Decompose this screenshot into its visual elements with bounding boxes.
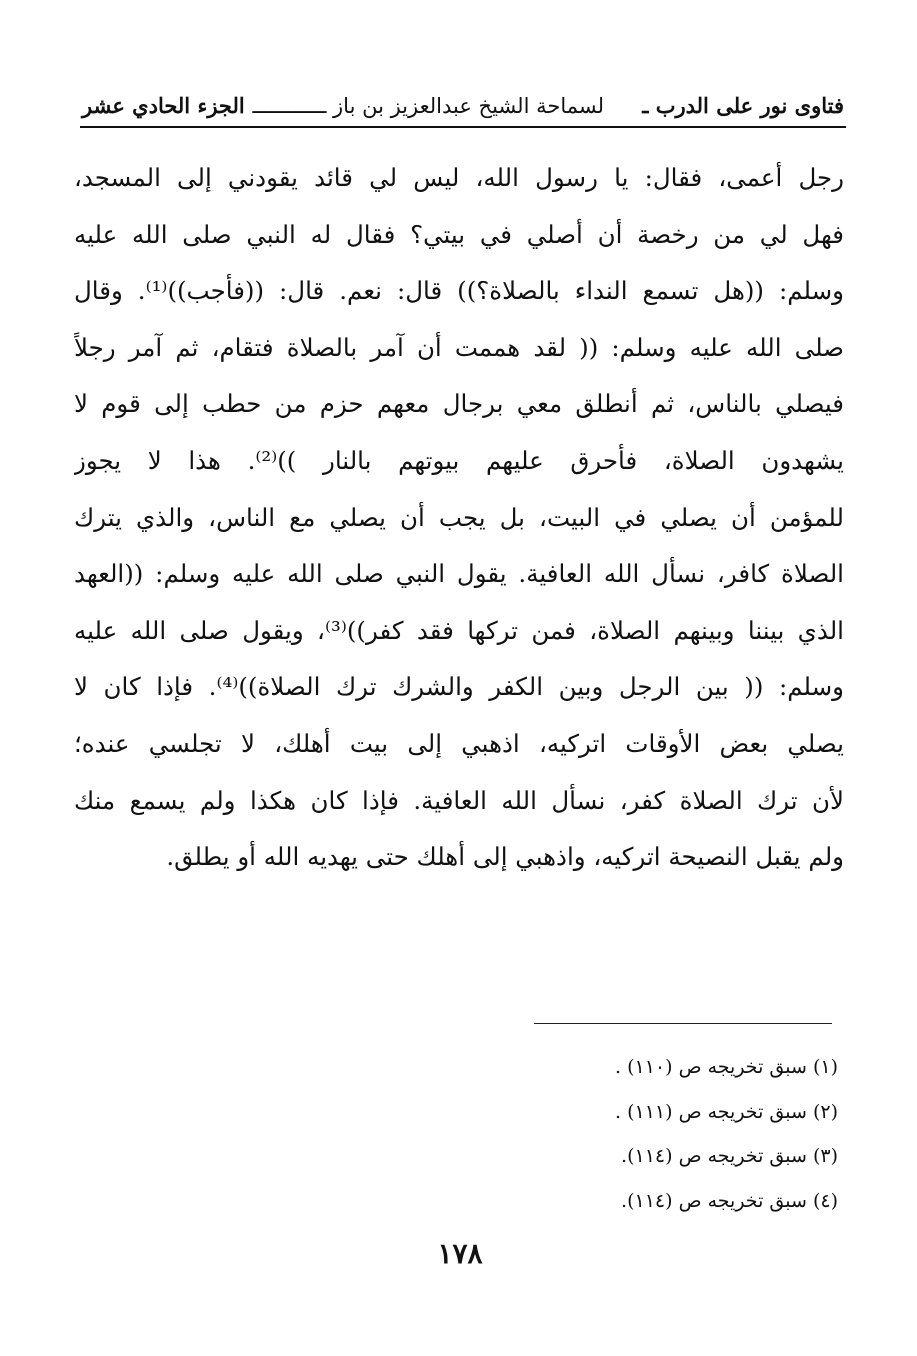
body-line: يشهدون الصلاة، فأحرق عليهم بيوتهم بالنار ))⁽²⁾. هذا لا يجوز (74, 445, 844, 475)
volume-part: الجزء الحادي عشر (82, 93, 245, 118)
footnote-item: (٢) سبق تخريجه ص (١١١) . (615, 1100, 838, 1123)
body-line: الصلاة كافر، نسأل الله العافية. يقول النبي صلى الله عليه وسلم: ((العهد (74, 559, 844, 589)
footnote-item: (١) سبق تخريجه ص (١١٠) . (615, 1056, 838, 1078)
footnote-item: (٣) سبق تخريجه ص (١١٤). (621, 1145, 838, 1167)
footnote-divider (534, 1023, 832, 1024)
body-line: فهل لي من رخصة أن أصلي في بيتي؟ فقال له النبي صلى الله عليه (74, 219, 844, 249)
body-line: يصلي بعض الأوقات اتركيه، اذهبي إلى بيت أهلك، لا تجلسي عنده؛ (74, 728, 844, 758)
footnotes (500, 1045, 838, 1223)
body-line: الذي بيننا وبينهم الصلاة، فمن تركها فقد كفر))⁽³⁾، ويقول صلى الله عليه (74, 615, 844, 645)
header-divider (80, 126, 846, 128)
book-title: فتاوى نور على الدرب ـ (642, 93, 844, 118)
body-line: ولم يقبل النصيحة اتركيه، واذهبي إلى أهلك حتى يهديه الله أو يطلق. (166, 842, 844, 872)
body-text (74, 150, 844, 886)
body-line: وسلم: (( بين الرجل وبين الكفر والشرك ترك الصلاة))⁽⁴⁾. فإذا كان لا (74, 672, 844, 702)
footnote-item: (٤) سبق تخريجه ص (١١٤). (621, 1189, 838, 1212)
running-header (82, 90, 844, 122)
body-line: للمؤمن أن يصلي في البيت، بل يجب أن يصلي مع الناس، والذي يترك (74, 502, 844, 532)
body-line: وسلم: ((هل تسمع النداء بالصلاة؟)) قال: نعم. قال: ((فأجب))⁽¹⁾. وقال (74, 276, 844, 306)
body-line: رجل أعمى، فقال: يا رسول الله، ليس لي قائد يقودني إلى المسجد، (74, 163, 844, 192)
page-number: ١٧٨ (437, 1237, 483, 1270)
author-name: لسماحة الشيخ عبدالعزيز بن باز ــــــــــــ (252, 94, 604, 118)
body-line: فيصلي بالناس، ثم أنطلق معي برجال معهم حزم من حطب إلى قوم لا (74, 389, 844, 419)
body-line: صلى الله عليه وسلم: (( لقد هممت أن آمر بالصلاة فتقام، ثم آمر رجلاً (74, 332, 844, 362)
body-line: لأن ترك الصلاة كفر، نسأل الله العافية. فإذا كان هكذا ولم يسمع منك (74, 785, 844, 815)
